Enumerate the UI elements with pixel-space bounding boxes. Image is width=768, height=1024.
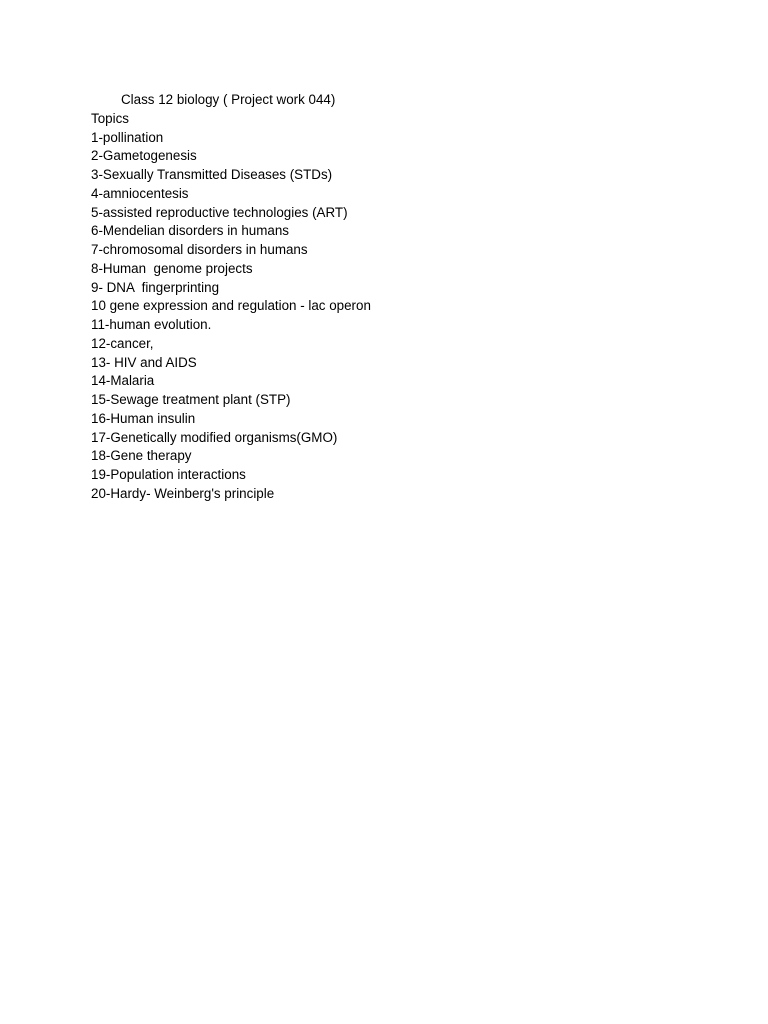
- topic-item: 7-chromosomal disorders in humans: [91, 242, 308, 257]
- topic-item: 13- HIV and AIDS: [91, 354, 197, 370]
- topic-item: 8-Human genome projects: [91, 260, 253, 276]
- topic-item: 14-Malaria: [91, 373, 155, 389]
- topic-item: 2-Gametogenesis: [91, 148, 197, 164]
- topic-item: 4-amniocentesis: [91, 185, 189, 201]
- document-title: Class 12 biology ( Project work 044): [121, 92, 336, 107]
- topic-item: 15-Sewage treatment plant (STP): [91, 392, 291, 407]
- topic-item: 5-assisted reproductive technologies (ART): [91, 204, 348, 220]
- topic-item: 16-Human insulin: [91, 410, 196, 426]
- topic-item: 6-Mendelian disorders in humans: [91, 223, 289, 239]
- topics-heading: Topics: [91, 110, 129, 126]
- topic-item: 11-human evolution.: [91, 317, 212, 332]
- topic-item: 12-cancer,: [91, 335, 154, 351]
- topic-item: 19-Population interactions: [91, 467, 246, 482]
- topic-item: 17-Genetically modified organisms(GMO): [91, 429, 338, 445]
- topic-item: 3-Sexually Transmitted Diseases (STDs): [91, 167, 333, 182]
- topic-item: 20-Hardy- Weinberg's principle: [91, 485, 275, 501]
- topic-item: 18-Gene therapy: [91, 448, 192, 464]
- topic-item: 1-pollination: [91, 129, 164, 145]
- topic-item: 10 gene expression and regulation - lac operon: [91, 298, 371, 314]
- document-content: [91, 91, 691, 504]
- topic-item: 9- DNA fingerprinting: [91, 279, 220, 295]
